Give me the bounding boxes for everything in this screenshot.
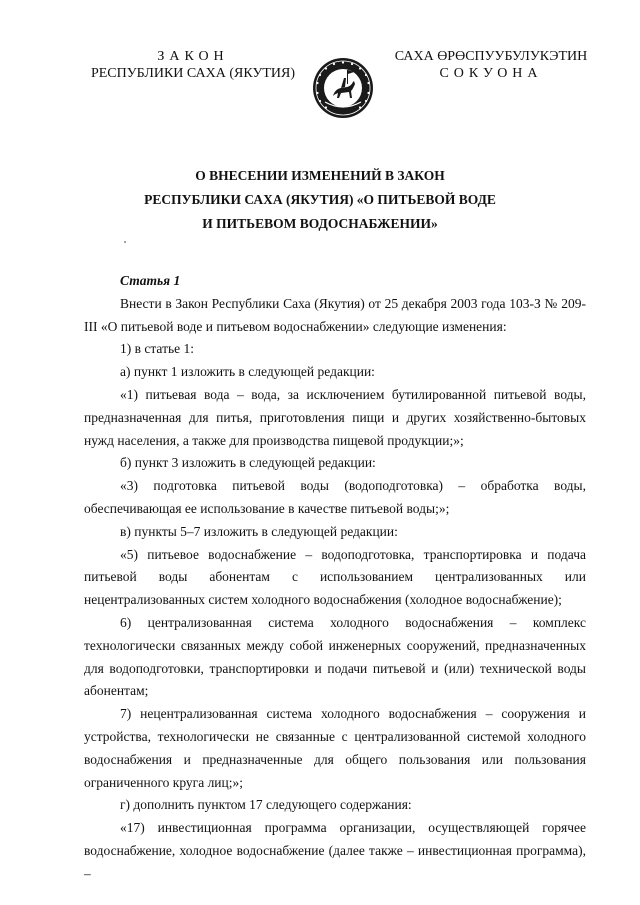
title-line3: И ПИТЬЕВОМ ВОДОСНАБЖЕНИИ» [202, 216, 438, 231]
paragraph: а) пункт 1 изложить в следующей редакции: [120, 364, 375, 380]
paragraph: «5) питьевое водоснабжение – водоподготовка, транспортировка и подача питьевой воды абонентам с использованием централизованных или нецентрализованных систем холодного водоснабжения (холодное водоснабжение); [84, 546, 586, 608]
header-left-line1: ЗАКОН [157, 49, 229, 64]
paragraph: б) пункт 3 изложить в следующей редакции: [120, 455, 376, 471]
document-header [0, 48, 640, 128]
paragraph: Внести в Закон Республики Саха (Якутия) от 25 декабря 2003 года 103-З № 209-III «О питьевой воде и питьевом водоснабжении» следующие изменения: [84, 295, 586, 334]
header-russian [78, 48, 308, 82]
header-right-line1: САХА ӨРӨСПУУБУЛУКЭТИН [394, 49, 588, 64]
paragraph: «17) инвестиционная программа организации, осуществляющей горячее водоснабжение, холодное водоснабжение (далее также – инвестиционная программа), – [84, 820, 586, 881]
title-line1: О ВНЕСЕНИИ ИЗМЕНЕНИЙ В ЗАКОН [195, 168, 445, 183]
paragraph: в) пункты 5–7 изложить в следующей редакции: [120, 523, 398, 539]
paragraph: «1) питьевая вода – вода, за исключением бутилированной питьевой воды, предназначенная для питья, приготовления пищи и других хозяйственно-бытовых нужд населения, а также для производства пищевой продукции;»; [84, 386, 586, 448]
paragraph: «3) подготовка питьевой воды (водоподготовка) – обработка воды, обеспечивающая ее использование в качестве питьевой воды;»; [84, 478, 586, 516]
header-left-line2: РЕСПУБЛИКИ САХА (ЯКУТИЯ) [90, 66, 296, 81]
article-heading: Статья 1 [120, 273, 181, 288]
header-right-line2: СОКУОНА [439, 66, 543, 81]
document-title [0, 164, 640, 236]
coat-of-arms-emblem-icon [311, 56, 375, 120]
stray-mark [124, 241, 126, 243]
document-body [84, 270, 586, 886]
paragraph: 1) в статье 1: [120, 341, 194, 357]
paragraph: 6) централизованная система холодного водоснабжения – комплекс технологически связанных между собой инженерных сооружений, предназначенных для водоподготовки, транспортировки и подачи питьевой и (или) технической воды абонентам; [84, 614, 586, 699]
paragraph: 7) нецентрализованная система холодного водоснабжения – сооружения и устройства, технологически не связанные с централизованной системой холодного водоснабжения и предназначенные для общего пользования или пользования ограниченного круга лиц;»; [84, 706, 586, 790]
title-line2: РЕСПУБЛИКИ САХА (ЯКУТИЯ) «О ПИТЬЕВОЙ ВОДЕ [144, 192, 496, 207]
header-yakut [376, 48, 606, 82]
paragraph: г) дополнить пунктом 17 следующего содержания: [120, 797, 412, 813]
